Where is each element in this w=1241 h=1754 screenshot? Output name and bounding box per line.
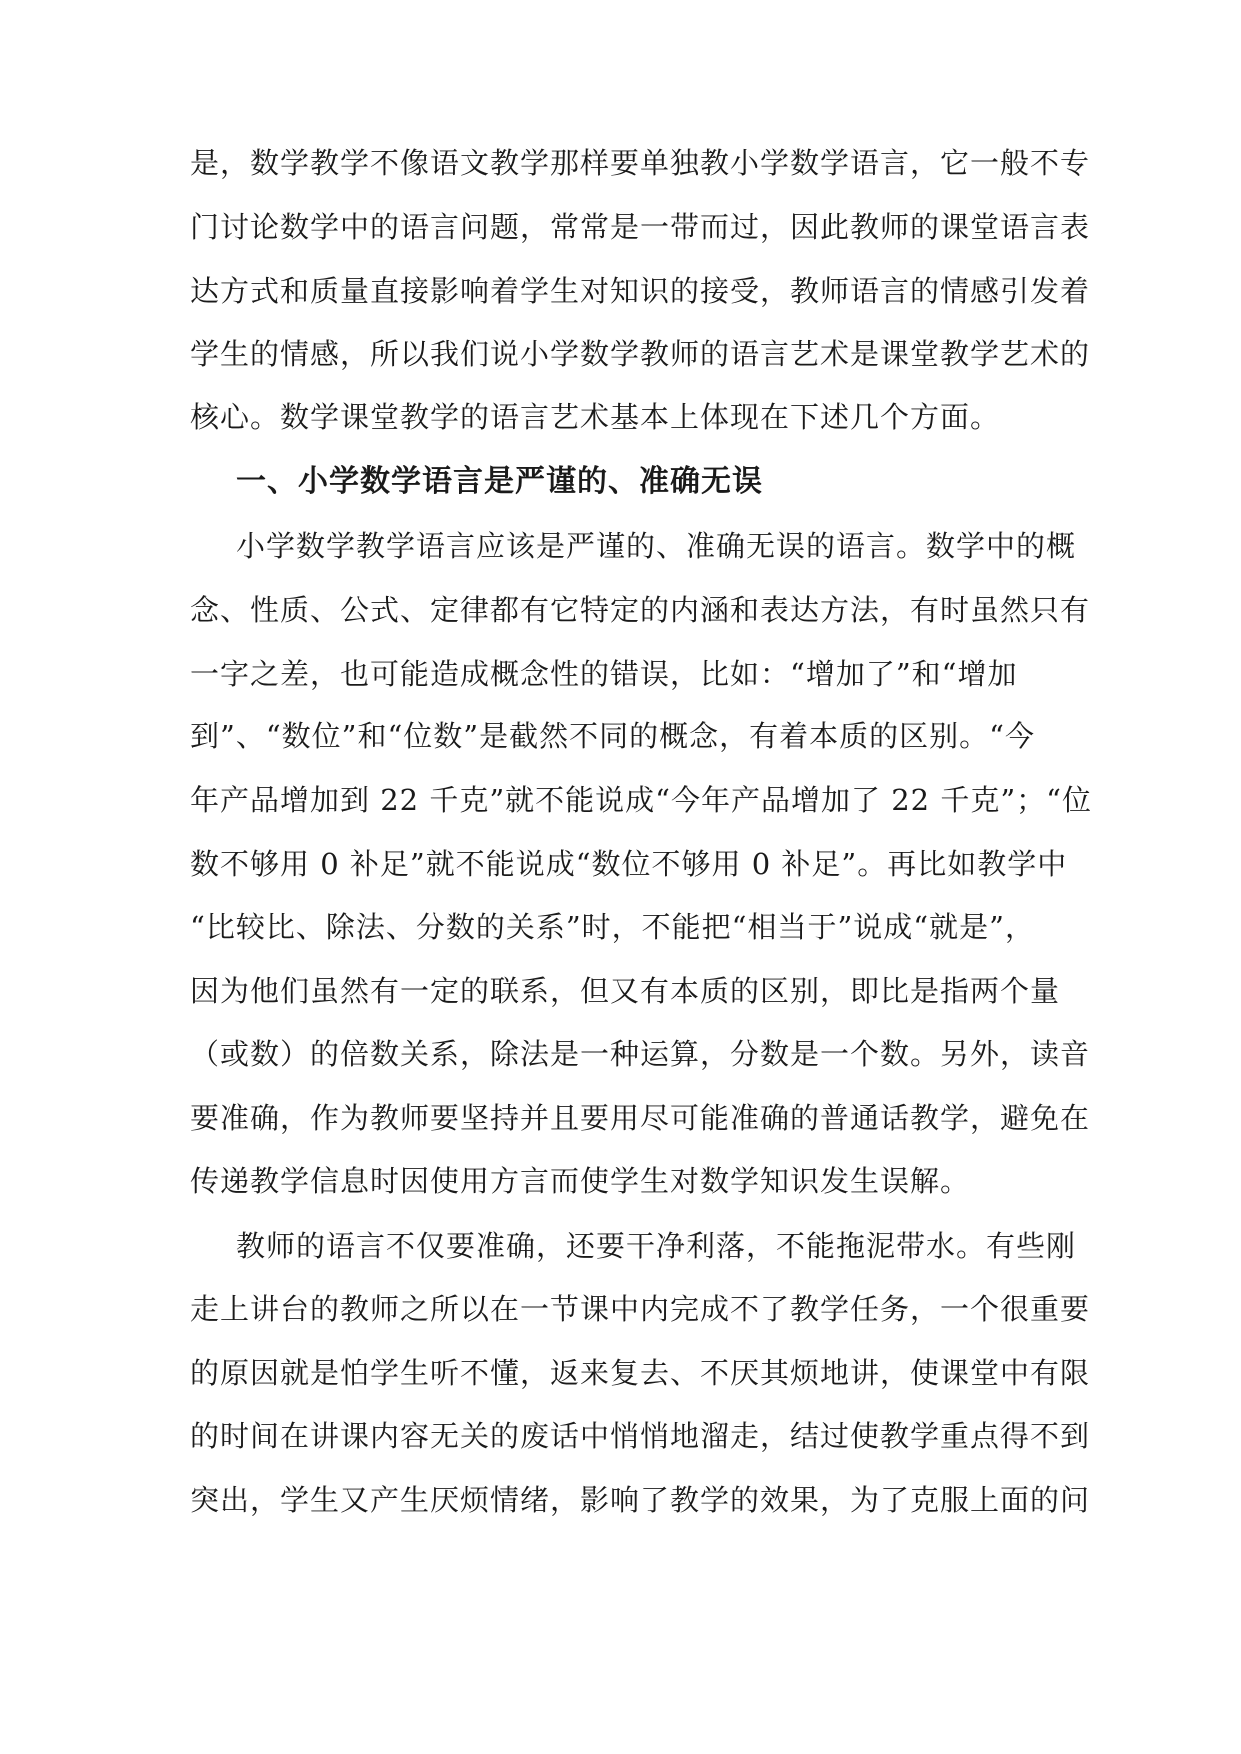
text-line: 一字之差，也可能造成概念性的错误，比如：“增加了”和“增加	[190, 657, 1018, 691]
text-line: 教师的语言不仅要准确，还要干净利落，不能拖泥带水。有些刚	[236, 1229, 1077, 1263]
text-line: 传递教学信息时因使用方言而使学生对数学知识发生误解。	[190, 1164, 971, 1198]
text-line: 核心。数学课堂教学的语言艺术基本上体现在下述几个方面。	[190, 400, 1001, 434]
text-line: 年产品增加到 22 千克”就不能说成“今年产品增加了 22 千克”；“位	[190, 783, 1092, 817]
text-line: 突出，学生又产生厌烦情绪，影响了教学的效果，为了克服上面的问	[190, 1483, 1091, 1517]
text-line: 小学数学教学语言应该是严谨的、准确无误的语言。数学中的概	[236, 529, 1077, 563]
text-line: 因为他们虽然有一定的联系，但又有本质的区别，即比是指两个量	[190, 974, 1061, 1008]
text-line: 的时间在讲课内容无关的废话中悄悄地溜走，结过使教学重点得不到	[190, 1419, 1091, 1453]
text-line: “比较比、除法、分数的关系”时，不能把“相当于”说成“就是”，	[190, 910, 1035, 944]
text-line: 念、性质、公式、定律都有它特定的内涵和表达方法，有时虽然只有	[190, 593, 1091, 627]
text-line: 要准确，作为教师要坚持并且要用尽可能准确的普通话教学，避免在	[190, 1101, 1091, 1135]
text-line: 是，数学教学不像语文教学那样要单独教小学数学语言，它一般不专	[190, 146, 1091, 180]
section-heading: 一、小学数学语言是严谨的、准确无误	[236, 464, 763, 499]
text-line: 达方式和质量直接影响着学生对知识的接受，教师语言的情感引发着	[190, 274, 1091, 308]
text-line: 的原因就是怕学生听不懂，返来复去、不厌其烦地讲，使课堂中有限	[190, 1356, 1091, 1390]
text-line: 走上讲台的教师之所以在一节课中内完成不了教学任务，一个很重要	[190, 1292, 1091, 1326]
text-line: 学生的情感，所以我们说小学数学教师的语言艺术是课堂教学艺术的	[190, 337, 1091, 371]
text-line: 到”、“数位”和“位数”是截然不同的概念，有着本质的区别。“今	[190, 719, 1035, 753]
text-line: （或数）的倍数关系，除法是一种运算，分数是一个数。另外，读音	[190, 1037, 1091, 1071]
text-line: 门讨论数学中的语言问题，常常是一带而过，因此教师的课堂语言表	[190, 210, 1091, 244]
text-line: 数不够用 0 补足”就不能说成“数位不够用 0 补足”。再比如教学中	[190, 847, 1068, 881]
